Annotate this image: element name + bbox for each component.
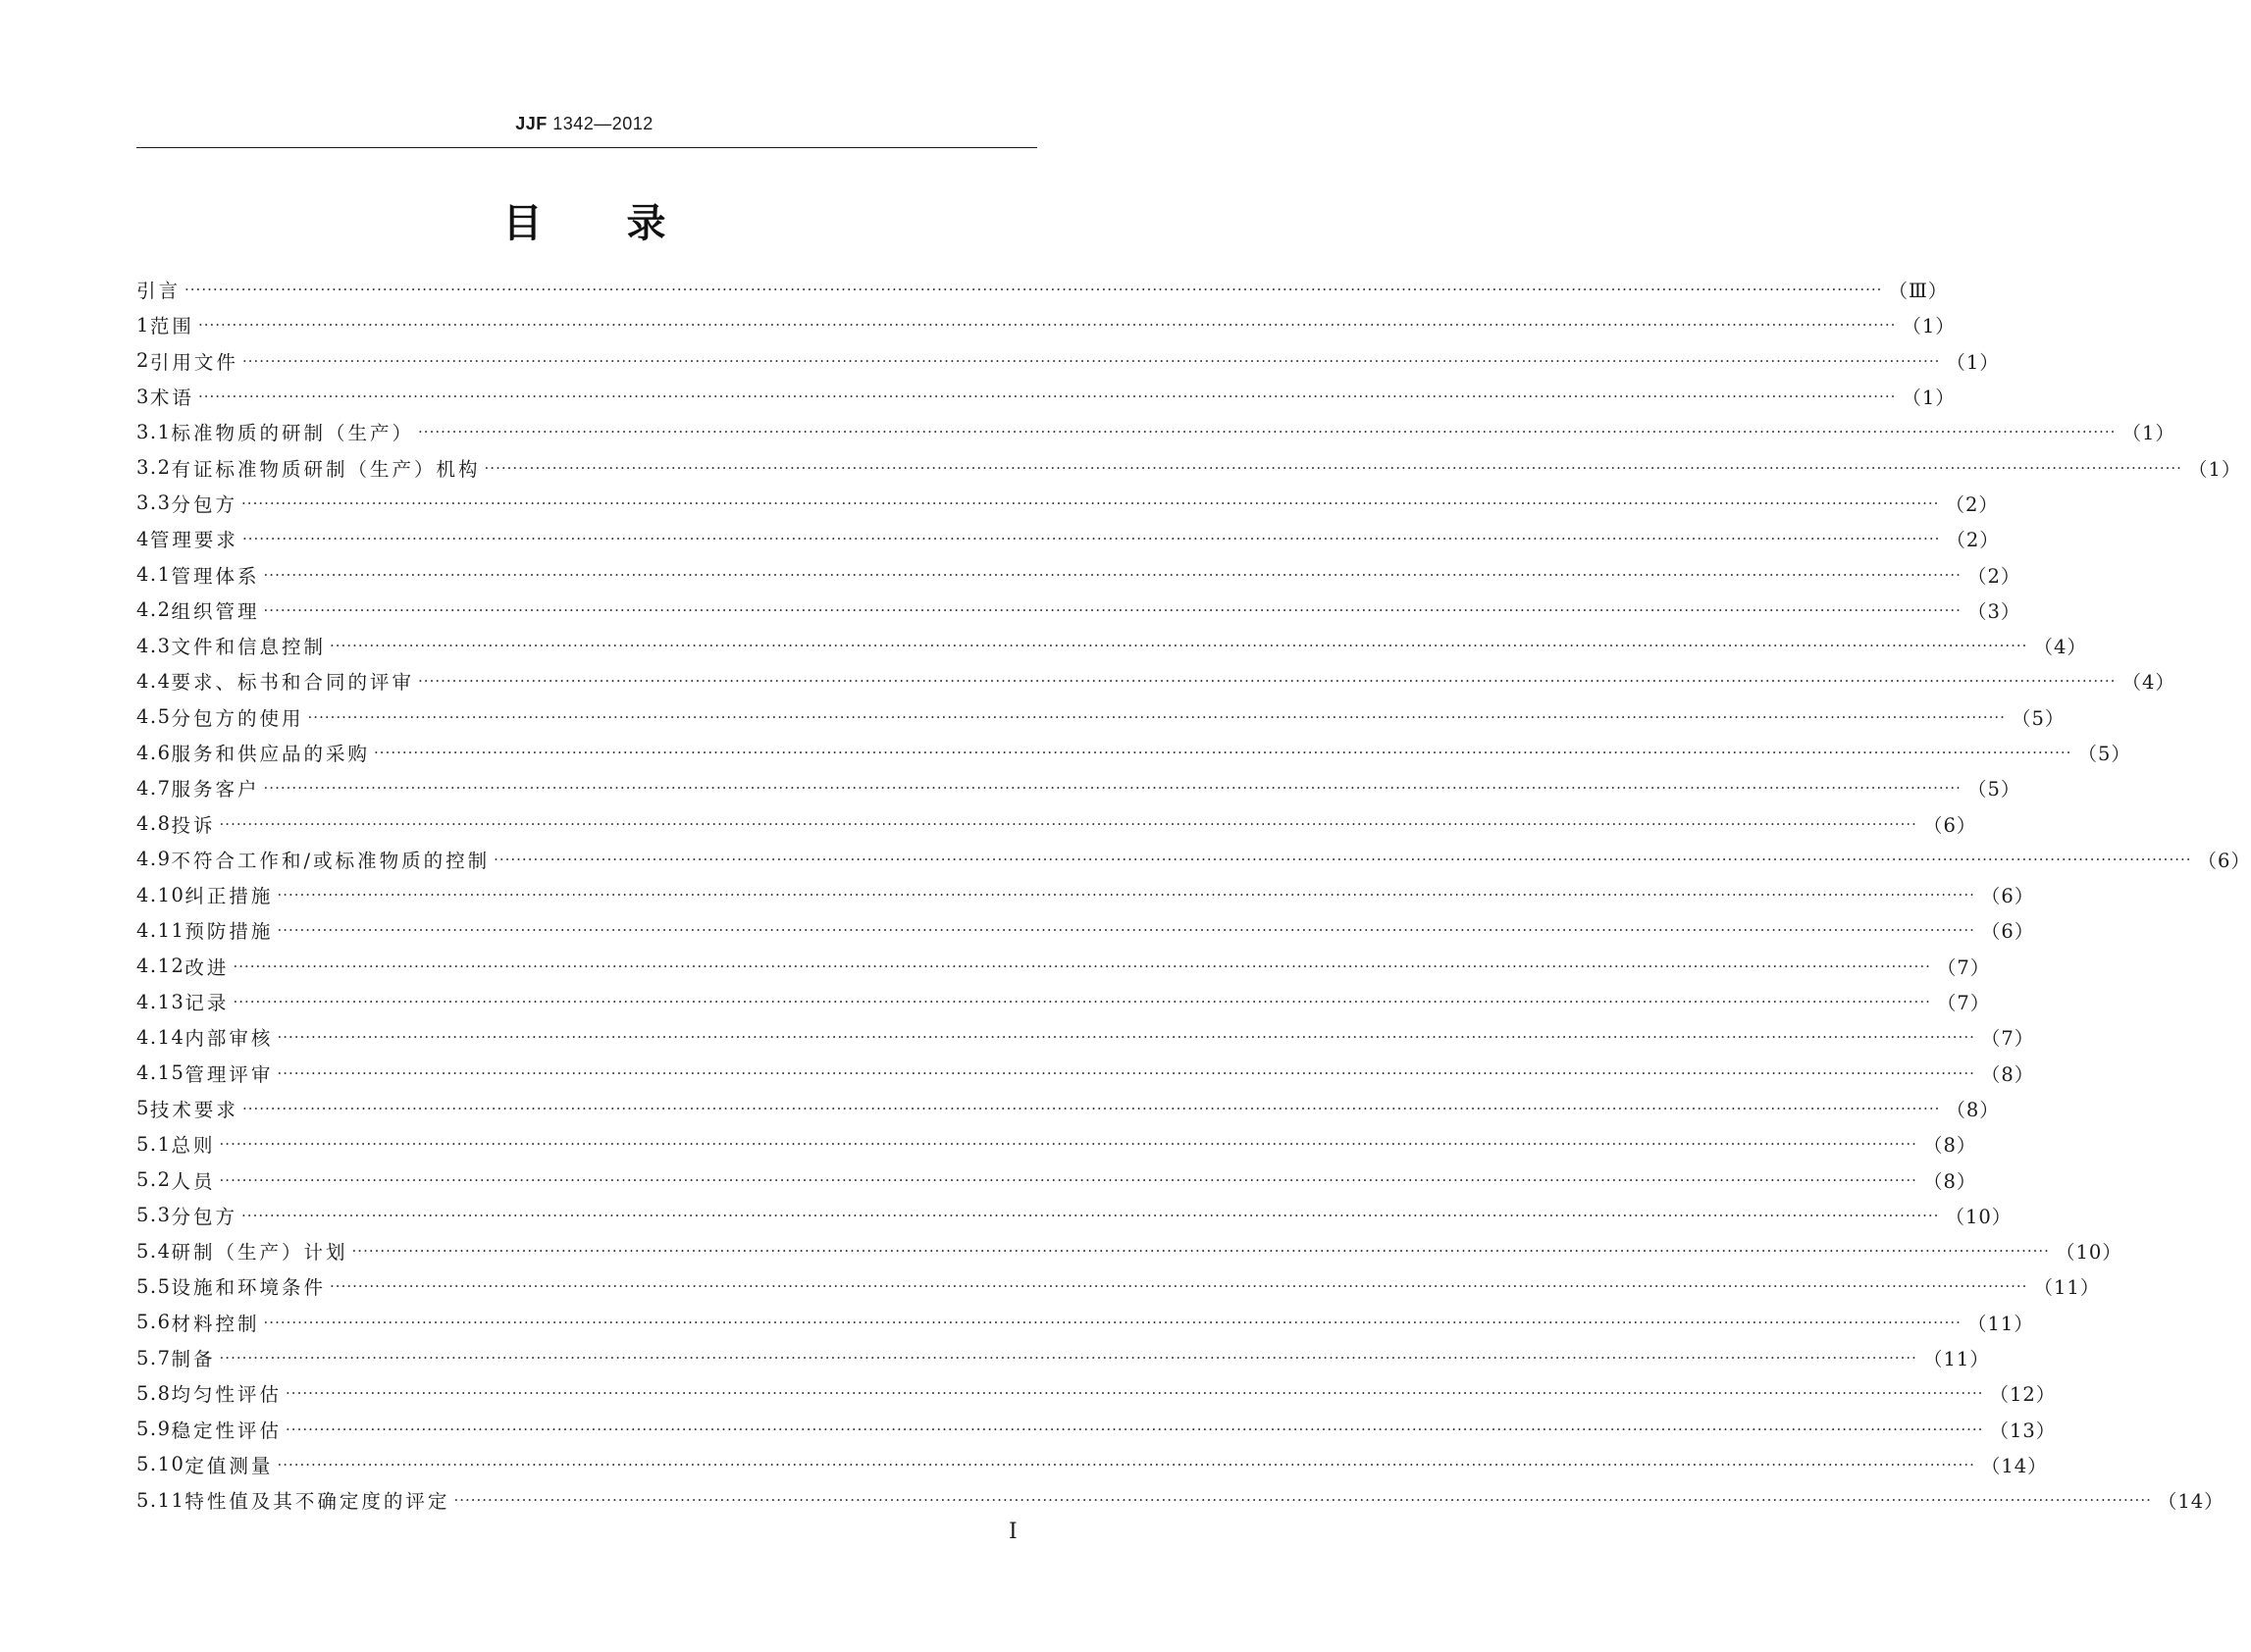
toc-entry[interactable] (136, 1340, 1990, 1375)
toc-leader-dots: ············································································································································································································································································································ (330, 637, 2028, 655)
toc-entry[interactable] (136, 984, 1991, 1019)
toc-entry-page: （7） (1980, 1027, 2035, 1051)
toc-entry-label: 管理评审 (184, 1062, 274, 1086)
toc-entry-number: 5.11 (136, 1488, 185, 1512)
toc-entry-page: （2） (1945, 492, 1999, 516)
toc-entry-label: 均匀性评估 (171, 1383, 283, 1407)
toc-entry-page: （8） (1946, 1098, 2000, 1121)
toc-entry[interactable] (136, 307, 1956, 342)
toc-entry-page: （10） (2055, 1241, 2122, 1265)
toc-leader-dots: ············································································································································································································································································································ (453, 1491, 2152, 1510)
toc-leader-dots: ············································································································································································································································································································ (374, 744, 2072, 761)
toc-entry-number: 3 (136, 385, 150, 408)
toc-entry-number: 5.4 (136, 1239, 172, 1263)
toc-entry-number: 4.10 (136, 883, 185, 906)
toc-entry-label: 定值测量 (184, 1454, 274, 1477)
toc-entry-page: （6） (1922, 813, 1977, 837)
toc-entry-number: 5.6 (136, 1311, 172, 1334)
toc-entry-number: 4.9 (136, 848, 172, 871)
toc-entry-label: 改进 (184, 955, 230, 979)
toc-entry-label: 服务和供应品的采购 (171, 743, 371, 765)
toc-entry-page: （5） (2011, 706, 2066, 730)
toc-entry-number: 4.12 (136, 955, 185, 978)
toc-entry-number: 1 (136, 313, 150, 336)
toc-entry[interactable] (136, 663, 2175, 698)
toc-entry-number: 5 (136, 1097, 150, 1120)
toc-entry[interactable] (136, 949, 1991, 984)
toc-entry-number: 4 (136, 527, 150, 550)
toc-leader-dots: ············································································································································································································································································································ (263, 1313, 1962, 1331)
toc-entry-page: （11） (1966, 1312, 2034, 1335)
toc-entry-number: 5.1 (136, 1132, 172, 1156)
toc-entry-number: 4.13 (136, 990, 185, 1013)
toc-entry[interactable] (136, 1162, 1977, 1197)
toc-leader-dots: ············································································································································································································································································································ (277, 1028, 1975, 1047)
toc-leader-dots: ············································································································································································································································································································ (241, 493, 1940, 512)
toc-entry[interactable] (136, 1091, 2000, 1126)
toc-leader-dots: ············································································································································································································································································································ (351, 1242, 2050, 1261)
toc-entry[interactable] (136, 486, 1999, 521)
toc-entry-label: 要求、标书和合同的评审 (171, 671, 415, 695)
toc-entry-number: 3.3 (136, 491, 172, 515)
toc-leader-dots: ············································································································································································································································································································ (219, 814, 1917, 833)
toc-leader-dots: ············································································································································································································································································································ (241, 530, 1941, 548)
toc-entry-number: 3.2 (136, 456, 172, 480)
toc-entry-number: 4.5 (136, 705, 172, 729)
toc-entry-label: 组织管理 (171, 599, 260, 623)
toc-entry-number: 5.9 (136, 1418, 172, 1441)
toc-leader-dots: ············································································································································································································································································································ (484, 458, 2182, 477)
toc-leader-dots: ············································································································································································································································································································ (277, 886, 1975, 904)
toc-entry-page: （5） (1966, 778, 2021, 801)
toc-entry-label: 分包方 (171, 492, 238, 516)
toc-entry[interactable] (136, 1305, 2034, 1340)
toc-entry-page: （8） (1980, 1062, 2035, 1086)
toc-entry-number: 4.15 (136, 1061, 185, 1085)
toc-entry-page: （8） (1922, 1134, 1977, 1158)
toc-leader-dots: ············································································································································································································································································································ (197, 387, 1897, 406)
toc-entry-page: （14） (1980, 1454, 2048, 1477)
toc-entry[interactable] (136, 1482, 2225, 1518)
toc-entry-page: （7） (1936, 955, 1991, 979)
toc-leader-dots: ············································································································································································································································································································ (418, 672, 2117, 691)
toc-entry[interactable] (136, 556, 2021, 592)
toc-entry-label: 材料控制 (171, 1312, 260, 1335)
toc-entry-page: （11） (2033, 1276, 2101, 1300)
page-title: 目 录 (502, 201, 666, 246)
toc-leader-dots: ············································································································································································································································································································ (233, 956, 1931, 975)
toc-entry-number: 5.3 (136, 1204, 172, 1227)
toc-entry-number: 5.8 (136, 1381, 172, 1405)
toc-entry-label: 研制（生产）计划 (171, 1241, 348, 1265)
toc-entry-number: 4.2 (136, 598, 172, 622)
toc-entry-page: （1） (2121, 422, 2175, 445)
toc-entry[interactable] (136, 1233, 2122, 1268)
toc-entry-page: （10） (1945, 1205, 2013, 1228)
toc-entry-label: 稳定性评估 (171, 1419, 283, 1442)
toc-entry-label: 有证标准物质研制（生产）机构 (171, 457, 481, 481)
toc-entry-label: 投诉 (171, 813, 216, 837)
toc-entry-label: 总则 (171, 1134, 216, 1158)
toc-entry[interactable] (136, 1019, 2035, 1055)
toc-entry-number: 4.7 (136, 776, 172, 800)
toc-entry-page: （13） (1989, 1419, 2057, 1442)
toc-entry-label: 人员 (171, 1169, 216, 1193)
toc-entry-page: （11） (1922, 1348, 1990, 1371)
toc-entry-number: 4.14 (136, 1025, 185, 1049)
code-number: 1342—2012 (547, 114, 654, 133)
toc-entry[interactable] (136, 593, 2021, 628)
toc-entry-label: 特性值及其不确定度的评定 (184, 1490, 450, 1514)
toc-leader-dots: ············································································································································································································································································································ (286, 1420, 1984, 1438)
toc-entry-label: 技术要求 (149, 1098, 238, 1121)
toc-entry-number: 4.8 (136, 812, 172, 836)
toc-entry[interactable] (136, 699, 2066, 735)
toc-entry[interactable] (136, 1198, 2013, 1233)
table-of-contents (136, 272, 2251, 1518)
toc-entry[interactable] (136, 343, 2000, 379)
toc-entry-page: （Ⅲ） (1888, 280, 1949, 303)
toc-entry[interactable] (136, 1268, 2101, 1304)
toc-entry-label: 引言 (136, 280, 182, 303)
toc-entry-label: 制备 (171, 1348, 216, 1371)
toc-entry-page: （2） (1966, 564, 2021, 588)
toc-entry[interactable] (136, 1375, 2057, 1411)
toc-entry-label: 文件和信息控制 (171, 636, 327, 659)
document-code-header (0, 114, 1169, 134)
toc-entry-number: 2 (136, 349, 150, 373)
toc-entry-page: （1） (1902, 315, 1956, 338)
toc-entry-label: 预防措施 (184, 920, 274, 944)
toc-leader-dots: ············································································································································································································································································································ (233, 993, 1931, 1011)
toc-entry-page: （8） (1922, 1169, 1977, 1193)
toc-entry-number: 5.5 (136, 1274, 172, 1298)
toc-entry-label: 管理要求 (149, 529, 238, 552)
toc-leader-dots: ············································································································································································································································································································ (494, 850, 2192, 868)
toc-leader-dots: ············································································································································································································································································································ (330, 1277, 2028, 1296)
code-prefix: JJF (515, 114, 548, 133)
toc-leader-dots: ············································································································································································································································································································ (184, 281, 1883, 299)
toc-entry-page: （7） (1936, 992, 1991, 1015)
toc-entry-page: （6） (2197, 849, 2251, 872)
toc-leader-dots: ············································································································································································································································································································ (277, 1063, 1975, 1082)
toc-entry-number: 4.11 (136, 918, 185, 942)
toc-entry-number: 4.3 (136, 634, 172, 657)
toc-leader-dots: ············································································································································································································································································································ (241, 1206, 1940, 1224)
toc-leader-dots: ············································································································································································································································································································ (277, 1455, 1975, 1473)
toc-entry[interactable] (136, 414, 2175, 449)
toc-leader-dots: ············································································································································································································································································································ (277, 921, 1975, 940)
toc-leader-dots: ············································································································································································································································································································ (263, 779, 1962, 798)
toc-entry-page: （2） (1946, 529, 2000, 552)
toc-leader-dots: ············································································································································································································································································································ (263, 600, 1962, 619)
toc-entry[interactable] (136, 1056, 2035, 1091)
toc-leader-dots: ············································································································································································································································································································ (219, 1349, 1917, 1368)
toc-entry-label: 分包方的使用 (171, 706, 304, 730)
toc-entry[interactable] (136, 628, 2087, 663)
toc-entry-page: （14） (2157, 1490, 2225, 1514)
toc-entry-page: （5） (2077, 743, 2131, 765)
toc-entry-page: （12） (1989, 1383, 2057, 1407)
toc-entry-number: 3.1 (136, 420, 172, 443)
toc-entry[interactable] (136, 842, 2251, 877)
toc-entry-number: 4.6 (136, 741, 172, 764)
toc-entry[interactable] (136, 735, 2131, 770)
toc-entry-page: （6） (1980, 920, 2035, 944)
toc-entry[interactable] (136, 877, 2035, 912)
toc-entry-label: 引用文件 (149, 350, 238, 374)
toc-entry[interactable] (136, 770, 2021, 805)
toc-entry-label: 纠正措施 (184, 885, 274, 908)
header-rule (136, 147, 1037, 148)
toc-entry-label: 术语 (149, 387, 194, 410)
toc-entry-number: 5.10 (136, 1453, 185, 1476)
toc-entry-label: 内部审核 (184, 1027, 274, 1051)
toc-entry[interactable] (136, 379, 1956, 414)
toc-leader-dots: ············································································································································································································································································································ (197, 316, 1897, 335)
toc-entry[interactable] (136, 805, 1977, 841)
toc-entry-label: 服务客户 (171, 778, 260, 801)
toc-entry-number: 4.4 (136, 669, 172, 693)
toc-entry-page: （3） (1966, 599, 2021, 623)
toc-entry-label: 记录 (184, 992, 230, 1015)
toc-entry[interactable] (136, 449, 2242, 485)
toc-leader-dots: ············································································································································································································································································································ (418, 423, 2117, 441)
page-folio: Ⅰ (1009, 1520, 1018, 1544)
toc-entry[interactable] (136, 521, 2000, 556)
toc-entry[interactable] (136, 1126, 1977, 1162)
toc-entry[interactable] (136, 912, 2035, 948)
toc-entry-label: 设施和环境条件 (171, 1276, 327, 1300)
toc-entry-label: 分包方 (171, 1205, 238, 1228)
toc-entry-label: 范围 (149, 315, 194, 338)
toc-leader-dots: ············································································································································································································································································································ (307, 707, 2006, 726)
toc-entry[interactable] (136, 1412, 2057, 1447)
toc-leader-dots: ············································································································································································································································································································ (241, 1099, 1941, 1117)
toc-entry-number: 5.2 (136, 1168, 172, 1192)
toc-entry-page: （1） (2187, 457, 2242, 481)
toc-entry-page: （4） (2033, 636, 2087, 659)
toc-leader-dots: ············································································································································································································································································································ (263, 565, 1962, 584)
toc-entry-page: （1） (1946, 350, 2000, 374)
toc-entry-label: 标准物质的研制（生产） (171, 422, 415, 445)
toc-entry-label: 不符合工作和/或标准物质的控制 (171, 849, 491, 872)
toc-leader-dots: ············································································································································································································································································································ (286, 1384, 1984, 1403)
toc-leader-dots: ············································································································································································································································································································ (219, 1135, 1917, 1154)
toc-entry-number: 4.1 (136, 563, 172, 587)
toc-entry[interactable] (136, 1447, 2048, 1482)
toc-entry-page: （1） (1902, 387, 1956, 410)
toc-leader-dots: ············································································································································································································································································································ (219, 1170, 1917, 1189)
toc-entry-page: （4） (2121, 671, 2175, 695)
toc-leader-dots: ············································································································································································································································································································ (241, 351, 1941, 370)
toc-entry-label: 管理体系 (171, 564, 260, 588)
toc-entry-number: 5.7 (136, 1346, 172, 1369)
toc-entry-page: （6） (1980, 885, 2035, 908)
toc-entry[interactable] (136, 272, 1949, 307)
